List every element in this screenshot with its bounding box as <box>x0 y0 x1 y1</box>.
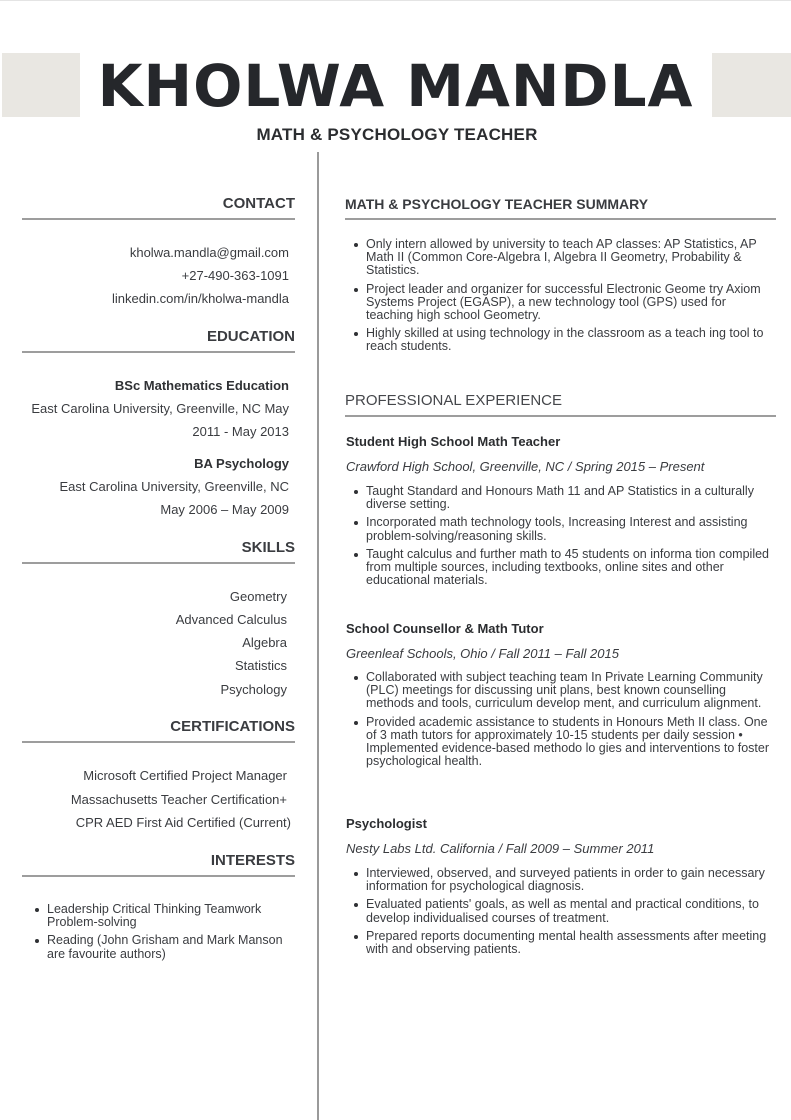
education-dates: 2011 - May 2013 <box>192 424 289 439</box>
job-title: Psychologist <box>346 816 427 831</box>
interests-rule <box>22 875 295 877</box>
job-bullet: Taught calculus and further math to 45 students on informa tion compiled from multiple sources, including textbooks, online sites and other educational materials. <box>345 548 770 588</box>
job-bullet: Evaluated patients' goals, as well as mental and practical conditions, to develop individualised courses of treatment. <box>345 898 770 924</box>
job-bullet: Collaborated with subject teaching team In Private Learning Community (PLC) meetings for discussing unit plans, best known counselling methods and tools, curriculum develop ment, and curriculum alignment. <box>345 671 775 711</box>
education-school: East Carolina University, Greenville, NC May <box>31 401 289 416</box>
candidate-name: KHOLWA MANDLA <box>97 52 694 120</box>
job-bullet: Prepared reports documenting mental health assessments after meeting with and observing patients. <box>345 930 770 956</box>
contact-phone[interactable]: +27-490-363-1091 <box>181 268 289 283</box>
skill-item: Statistics <box>234 658 287 673</box>
job-bullet: Incorporated math technology tools, Increasing Interest and assisting problem-solving/reasoning skills. <box>345 516 770 542</box>
education-heading: EDUCATION <box>206 328 295 345</box>
certification-item: CPR AED First Aid Certified (Current) <box>75 815 291 830</box>
certification-item: Microsoft Certified Project Manager <box>83 768 287 783</box>
education-school: East Carolina University, Greenville, NC <box>59 479 289 494</box>
skill-item: Advanced Calculus <box>175 612 287 627</box>
job-meta: Crawford High School, Greenville, NC / Spring 2015 – Present <box>346 459 705 474</box>
education-degree: BA Psychology <box>194 456 289 471</box>
certifications-rule <box>22 741 295 743</box>
top-border <box>0 0 791 1</box>
job-bullets <box>345 485 770 592</box>
experience-heading: PROFESSIONAL EXPERIENCE <box>345 392 563 409</box>
certifications-heading: CERTIFICATIONS <box>170 718 295 735</box>
job-title: School Counsellor & Math Tutor <box>346 621 544 636</box>
column-divider <box>317 152 319 1120</box>
skills-rule <box>22 562 295 564</box>
interest-item: Reading (John Grisham and Mark Manson are favourite authors) <box>26 934 291 960</box>
education-rule <box>22 351 295 353</box>
contact-linkedin[interactable]: linkedin.com/in/kholwa-mandla <box>111 291 289 306</box>
skill-item: Geometry <box>229 589 287 604</box>
summary-item: Only intern allowed by university to teach AP classes: AP Statistics, AP Math II (Common Core-Algebra I, Algebra II Geometry, Probability & Statistics. <box>345 238 770 278</box>
job-bullet: Interviewed, observed, and surveyed patients in order to gain necessary information for psychological diagnosis. <box>345 867 770 893</box>
job-bullets <box>345 867 770 961</box>
summary-rule <box>345 218 776 220</box>
summary-list <box>345 238 770 359</box>
skills-heading: SKILLS <box>241 539 295 556</box>
job-meta: Greenleaf Schools, Ohio / Fall 2011 – Fall 2015 <box>346 646 619 661</box>
education-dates: May 2006 – May 2009 <box>160 502 289 517</box>
job-bullet: Provided academic assistance to students in Honours Meth II class. One of 3 math tutors for approximately 10-15 students per daily session • Implemented evidence-based methodo lo gies and interventions to foster psychological health. <box>345 716 775 769</box>
contact-heading: CONTACT <box>222 195 295 212</box>
skill-item: Psychology <box>220 682 287 697</box>
candidate-title: MATH & PSYCHOLOGY TEACHER <box>256 125 538 144</box>
contact-email[interactable]: kholwa.mandla@gmail.com <box>129 245 289 260</box>
job-meta: Nesty Labs Ltd. California / Fall 2009 – Summer 2011 <box>346 841 655 856</box>
contact-rule <box>22 218 295 220</box>
summary-heading: MATH & PSYCHOLOGY TEACHER SUMMARY <box>345 196 649 212</box>
education-degree: BSc Mathematics Education <box>114 378 289 393</box>
interests-heading: INTERESTS <box>210 852 295 869</box>
interests-list <box>26 903 291 966</box>
summary-item: Project leader and organizer for successful Electronic Geome try Axiom Systems Project (EGASP), a new technology tool (GPS) used for teaching high school Geometry. <box>345 283 770 323</box>
job-bullet: Taught Standard and Honours Math 11 and AP Statistics in a culturally diverse setting. <box>345 485 770 511</box>
job-bullets <box>345 671 775 773</box>
summary-item: Highly skilled at using technology in the classroom as a teach ing tool to reach students. <box>345 327 770 353</box>
certification-item: Massachusetts Teacher Certification+ <box>70 792 287 807</box>
experience-rule <box>345 415 776 417</box>
skill-item: Algebra <box>242 635 287 650</box>
job-title: Student High School Math Teacher <box>346 434 561 449</box>
interest-item: Leadership Critical Thinking Teamwork Problem-solving <box>26 903 291 929</box>
